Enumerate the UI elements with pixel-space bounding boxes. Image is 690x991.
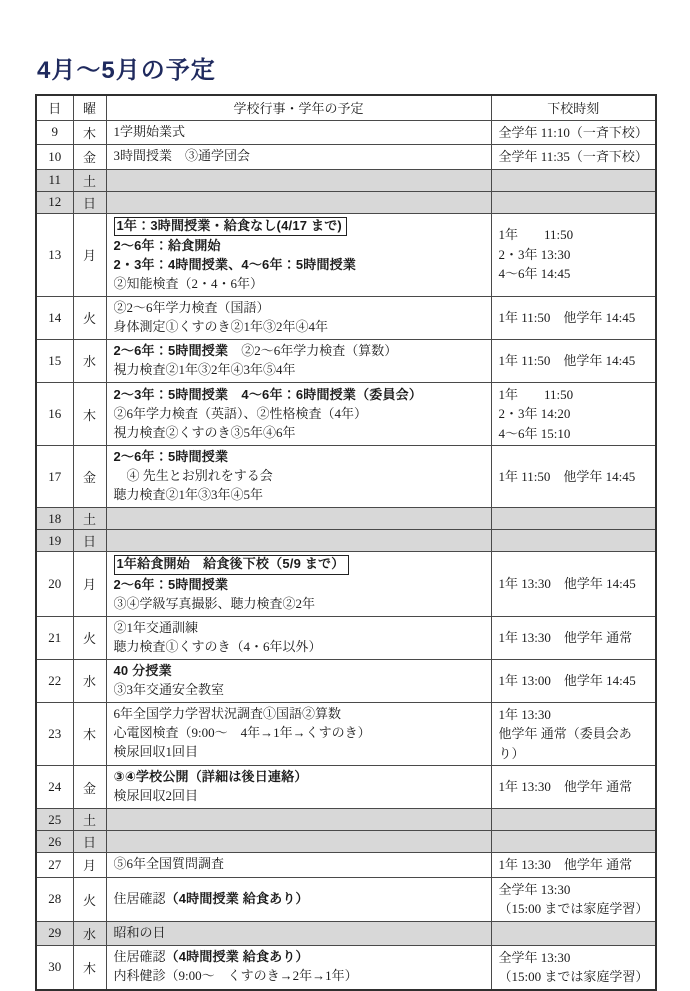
table-row [36,766,656,809]
dismissal-line: 1年 13:30 他学年 通常 [498,629,633,645]
event-text: 内科健診（9:00～ くすのき→2年→1年） [113,968,358,983]
event-text: 心電図検査（9:00～ 4年→1年→くすのき） [113,725,371,741]
day-cell: 28 [36,877,73,921]
day-cell: 30 [36,945,73,990]
schedule-table [35,94,657,991]
dismissal-cell [491,831,656,853]
events-cell [106,508,491,530]
table-row [36,339,656,382]
dismissal-line: 1年 11:50 [498,386,574,402]
dismissal-cell [491,552,656,616]
dismissal-cell [491,809,656,831]
weekday-cell: 金 [73,766,106,809]
weekday-cell: 火 [73,296,106,339]
event-line [114,924,484,943]
dismissal-line: （15:00 までは家庭学習） [498,901,649,916]
dismissal-cell [491,169,656,191]
day-cell: 9 [36,120,73,145]
weekday-cell: 月 [73,552,106,616]
event-line [114,123,484,142]
event-line [114,342,484,361]
day-cell: 21 [36,616,73,659]
event-text: 40 分授業 [113,662,172,678]
day-cell: 29 [36,921,73,945]
event-line [114,662,484,681]
event-line [114,724,484,743]
table-row [36,296,656,339]
weekday-cell: 日 [73,530,106,552]
event-line [114,768,484,787]
table-row [36,213,656,296]
event-line [114,890,484,909]
dismissal-line: 2・3年 13:30 [498,246,571,262]
event-line [114,256,484,275]
table-row [36,853,656,878]
dismissal-cell [491,145,656,170]
weekday-cell: 水 [73,921,106,945]
dismissal-cell [491,339,656,382]
dismissal-cell [491,191,656,213]
weekday-cell: 日 [73,831,106,853]
table-row [36,508,656,530]
events-cell [106,921,491,945]
event-line [114,554,484,575]
day-cell: 27 [36,853,73,878]
dismissal-line: 1年 13:30 他学年 通常 [498,779,633,795]
events-cell [106,853,491,878]
events-cell [106,877,491,921]
table-row [36,446,656,508]
events-cell [106,766,491,809]
event-line [114,681,484,700]
weekday-cell: 火 [73,616,106,659]
event-line [114,467,484,486]
dismissal-cell [491,530,656,552]
event-text: 検尿回収1回目 [113,744,199,760]
event-text: ③3年交通安全教室 [113,681,225,697]
event-line [114,595,484,614]
event-line [114,638,484,657]
events-cell [106,616,491,659]
events-cell [106,120,491,145]
day-cell: 24 [36,766,73,809]
weekday-cell: 木 [73,382,106,446]
day-cell: 14 [36,296,73,339]
boxed-event-text: 1年給食開始 給食後下校（5/9 まで） [114,555,350,574]
day-cell: 26 [36,831,73,853]
weekday-cell: 土 [73,508,106,530]
event-text: ⑤6年全国質問調査 [113,856,225,872]
event-text: （4時間授業 給食あり） [165,890,309,906]
weekday-cell: 土 [73,809,106,831]
events-cell [106,145,491,170]
weekday-cell: 金 [73,446,106,508]
weekday-cell: 月 [73,853,106,878]
event-text: 視力検査②くすのき③5年④6年 [113,424,296,440]
events-cell [106,169,491,191]
dismissal-cell [491,616,656,659]
table-row [36,120,656,145]
day-cell: 25 [36,809,73,831]
dismissal-cell [491,853,656,878]
weekday-cell: 木 [73,945,106,990]
table-row [36,169,656,191]
weekday-cell: 水 [73,339,106,382]
weekday-cell: 水 [73,659,106,702]
event-text: 聴力検査②1年③3年④5年 [113,487,264,503]
table-row [36,877,656,921]
event-text: ②2～6年学力検査（国語） [113,299,270,315]
event-text: 2～6年：給食開始 [113,237,221,253]
day-cell: 22 [36,659,73,702]
day-cell: 11 [36,169,73,191]
events-cell [106,552,491,616]
event-text: 2～3年：5時間授業 4～6年：6時間授業（委員会） [113,386,423,402]
event-text: 聴力検査①くすのき（4・6年以外） [113,638,322,654]
col-header-dismissal: 下校時刻 [491,95,656,120]
event-text: ②6年学力検査（英語）、②性格検査（4年） [113,405,368,421]
dismissal-cell [491,945,656,990]
events-cell [106,191,491,213]
event-line [114,743,484,762]
event-line [114,275,484,294]
dismissal-line: 1年 11:50 他学年 14:45 [498,310,636,325]
dismissal-cell [491,508,656,530]
event-text: ③④学校公開（詳細は後日連絡） [113,769,308,784]
dismissal-cell [491,659,656,702]
event-text: 昭和の日 [113,924,166,940]
event-text: ②知能検査（2・4・6年） [113,275,264,291]
page-title: 4月～5月の予定 [37,57,216,84]
table-row [36,552,656,616]
event-text: 住居確認 [113,949,166,964]
event-line [114,361,484,380]
dismissal-line: 全学年 11:10（一斉下校） [498,124,648,140]
table-row [36,945,656,990]
event-line [114,299,484,318]
day-cell: 13 [36,213,73,296]
dismissal-line: 2・3年 14:20 [498,406,571,422]
dismissal-line: 1年 13:30 [498,706,551,722]
events-cell [106,530,491,552]
dismissal-line: 全学年 13:30 [498,881,571,897]
table-body [36,120,656,990]
table-row [36,191,656,213]
day-cell: 23 [36,702,73,766]
event-text: ④ 先生とお別れをする会 [113,468,273,484]
weekday-cell: 土 [73,169,106,191]
table-row [36,145,656,170]
event-text: 1学期始業式 [113,123,186,139]
weekday-cell: 月 [73,213,106,296]
event-line [114,619,484,638]
boxed-event-text: 1年：3時間授業・給食なし(4/17 まで) [114,217,347,236]
event-text: 住居確認 [113,890,166,906]
dismissal-line: 1年 11:50 他学年 14:45 [498,469,636,484]
events-cell [106,213,491,296]
dismissal-line: 4～6年 15:10 [498,425,571,441]
event-text: 2～6年：5時間授業 [113,576,229,592]
events-cell [106,831,491,853]
dismissal-line: （15:00 までは家庭学習） [498,969,649,984]
dismissal-line: 全学年 13:30 [498,949,571,965]
day-cell: 19 [36,530,73,552]
event-line [114,486,484,505]
event-text: 身体測定①くすのき②1年③2年④4年 [113,318,329,334]
day-cell: 17 [36,446,73,508]
event-line [114,386,484,405]
event-line [114,216,484,237]
event-line [114,705,484,724]
event-text: 3時間授業 ③通学団会 [113,148,251,164]
dismissal-cell [491,921,656,945]
dismissal-cell [491,877,656,921]
weekday-cell: 火 [73,877,106,921]
dismissal-line: 1年 13:30 他学年 14:45 [498,576,636,592]
col-header-day: 日 [36,95,73,120]
dismissal-line: 他学年 通常（委員会あり） [498,726,632,761]
dismissal-line: 1年 13:00 他学年 14:45 [498,672,636,688]
table-row [36,659,656,702]
events-cell [106,446,491,508]
event-text: 視力検査②1年③2年④3年⑤4年 [113,361,296,377]
table-row [36,921,656,945]
event-line [114,576,484,595]
event-text: ③④学級写真撮影、聴力検査②2年 [113,595,316,611]
events-cell [106,702,491,766]
events-cell [106,339,491,382]
event-line [114,855,484,874]
table-row [36,702,656,766]
day-cell: 12 [36,191,73,213]
dismissal-cell [491,382,656,446]
event-text: （4時間授業 給食あり） [165,949,309,964]
events-cell [106,659,491,702]
events-cell [106,296,491,339]
day-cell: 18 [36,508,73,530]
weekday-cell: 木 [73,702,106,766]
event-line [114,147,484,166]
dismissal-line: 1年 13:30 他学年 通常 [498,857,633,872]
event-line [114,948,484,967]
dismissal-line: 1年 11:50 [498,227,574,243]
dismissal-cell [491,702,656,766]
table-row [36,382,656,446]
events-cell [106,382,491,446]
event-line [114,424,484,443]
table-row [36,530,656,552]
day-cell: 10 [36,145,73,170]
event-text: 6年全国学力学習状況調査①国語②算数 [113,706,342,722]
event-text: ②1年交通訓練 [113,619,199,635]
event-line [114,787,484,806]
day-cell: 20 [36,552,73,616]
event-text: 2～6年：5時間授業 [113,342,229,358]
dismissal-line: 4～6年 14:45 [498,266,571,282]
dismissal-line: 全学年 11:35（一斉下校） [498,149,648,164]
dismissal-cell [491,120,656,145]
dismissal-cell [491,213,656,296]
event-line [114,237,484,256]
dismissal-cell [491,446,656,508]
table-row [36,831,656,853]
col-header-weekday: 曜 [73,95,106,120]
day-cell: 16 [36,382,73,446]
header-row [36,95,656,120]
event-line [114,405,484,424]
event-text: 検尿回収2回目 [113,788,199,803]
event-text: 2・3年：4時間授業、4～6年：5時間授業 [113,256,357,272]
weekday-cell: 日 [73,191,106,213]
col-header-events: 学校行事・学年の予定 [106,95,491,120]
dismissal-line: 1年 11:50 他学年 14:45 [498,353,636,368]
weekday-cell: 金 [73,145,106,170]
dismissal-cell [491,766,656,809]
event-line [114,448,484,467]
weekday-cell: 木 [73,120,106,145]
event-text: 2～6年：5時間授業 [113,449,229,465]
event-line [114,318,484,337]
day-cell: 15 [36,339,73,382]
table-row [36,616,656,659]
table-row [36,809,656,831]
dismissal-cell [491,296,656,339]
events-cell [106,945,491,990]
event-text: ②2～6年学力検査（算数） [228,342,398,358]
events-cell [106,809,491,831]
